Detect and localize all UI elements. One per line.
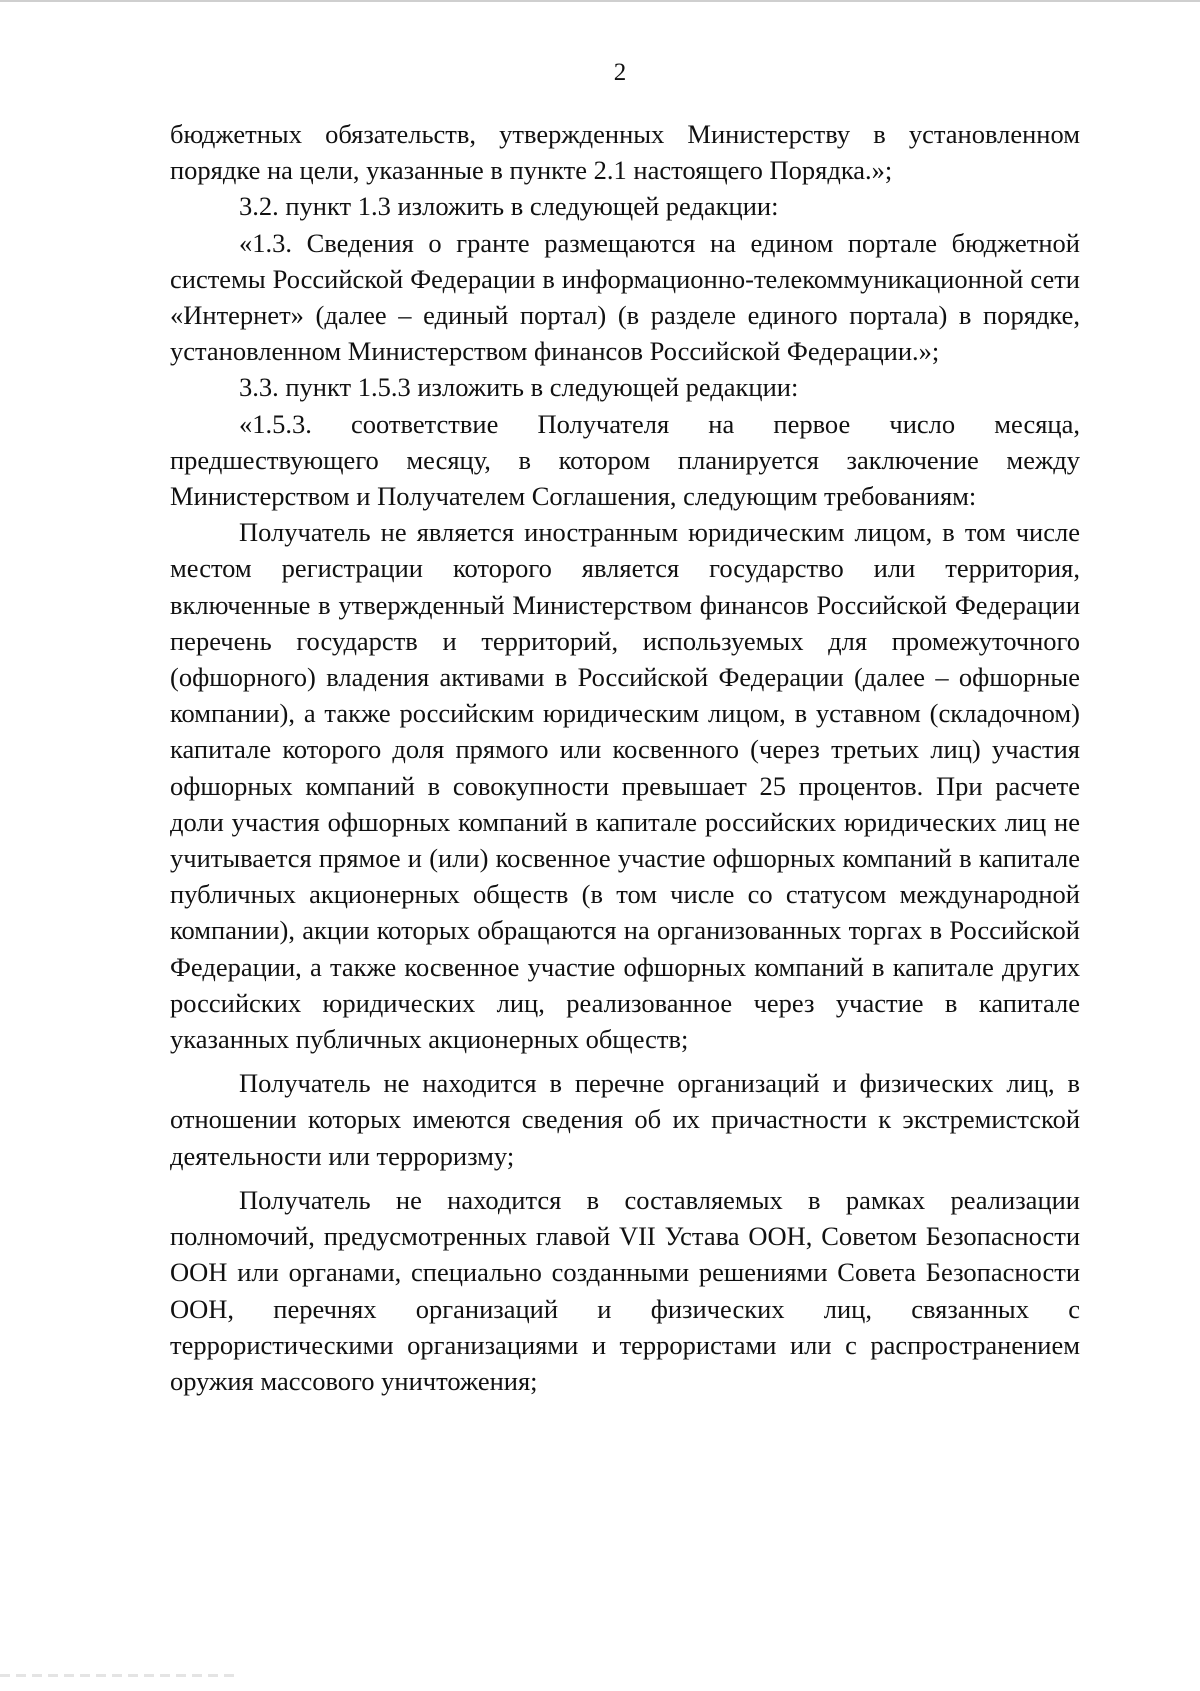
paragraph-clause-1-5-3: «1.5.3. соответствие Получателя на первое число месяца, предшествующего месяцу, в котором планируется заключение между Министерством и Получателем Соглашения, следующим требованиям: <box>170 408 1080 512</box>
paragraph-clause-1-3: «1.3. Сведения о гранте размещаются на едином портале бюджетной системы Российской Федерации в информационно-телекоммуникационной сети «Интернет» (далее – единый портал) (в разделе единого портала) в порядке, установленном Министерством финансов Российской Федерации.»; <box>170 227 1080 367</box>
scan-edge-top <box>0 0 1200 2</box>
document-body <box>170 116 1080 1399</box>
paragraph-un-sanctions-requirement: Получатель не находится в составляемых в рамках реализации полномочий, предусмотренных главой VII Устава ООН, Советом Безопасности ООН или органами, специально созданными решениями Совета Безопасности ООН, перечнях организаций и физических лиц, связанных с террористическими организациями и террористами или с распространением оружия массового уничтожения; <box>170 1184 1080 1396</box>
scan-edge-bottom <box>0 1674 240 1677</box>
page-number: 2 <box>613 59 627 86</box>
paragraph-amendment-3-2: 3.2. пункт 1.3 изложить в следующей редакции: <box>239 191 779 222</box>
paragraph-offshore-requirement: Получатель не является иностранным юридическим лицом, в том числе местом регистрации которого является государство или территория, включенные в утвержденный Министерством финансов Российской Федерации перечень государств и территорий, используемых для промежуточного (офшорного) владения активами в Российской Федерации (далее – офшорные компании), а также российским юридическим лицом, в уставном (складочном) капитале которого доля прямого или косвенного (через третьих лиц) участия офшорных компаний в совокупности превышает 25 процентов. При расчете доли участия офшорных компаний в капитале российских юридических лиц не учитывается прямое и (или) косвенное участие офшорных компаний в капитале публичных акционерных обществ (в том числе со статусом международной компании), акции которых обращаются на организованных торгах в Российской Федерации, а также косвенное участие офшорных компаний в капитале других российских юридических лиц, реализованное через участие в капитале указанных публичных акционерных обществ; <box>170 517 1080 1055</box>
paragraph-extremism-requirement: Получатель не находится в перечне организаций и физических лиц, в отношении которых имеются сведения об их причастности к экстремистской деятельности или терроризму; <box>170 1068 1080 1171</box>
paragraph-amendment-3-3: 3.3. пункт 1.5.3 изложить в следующей редакции: <box>239 372 799 403</box>
paragraph-continuation: бюджетных обязательств, утвержденных Министерству в установленном порядке на цели, указанные в пункте 2.1 настоящего Порядка.»; <box>170 119 1080 186</box>
